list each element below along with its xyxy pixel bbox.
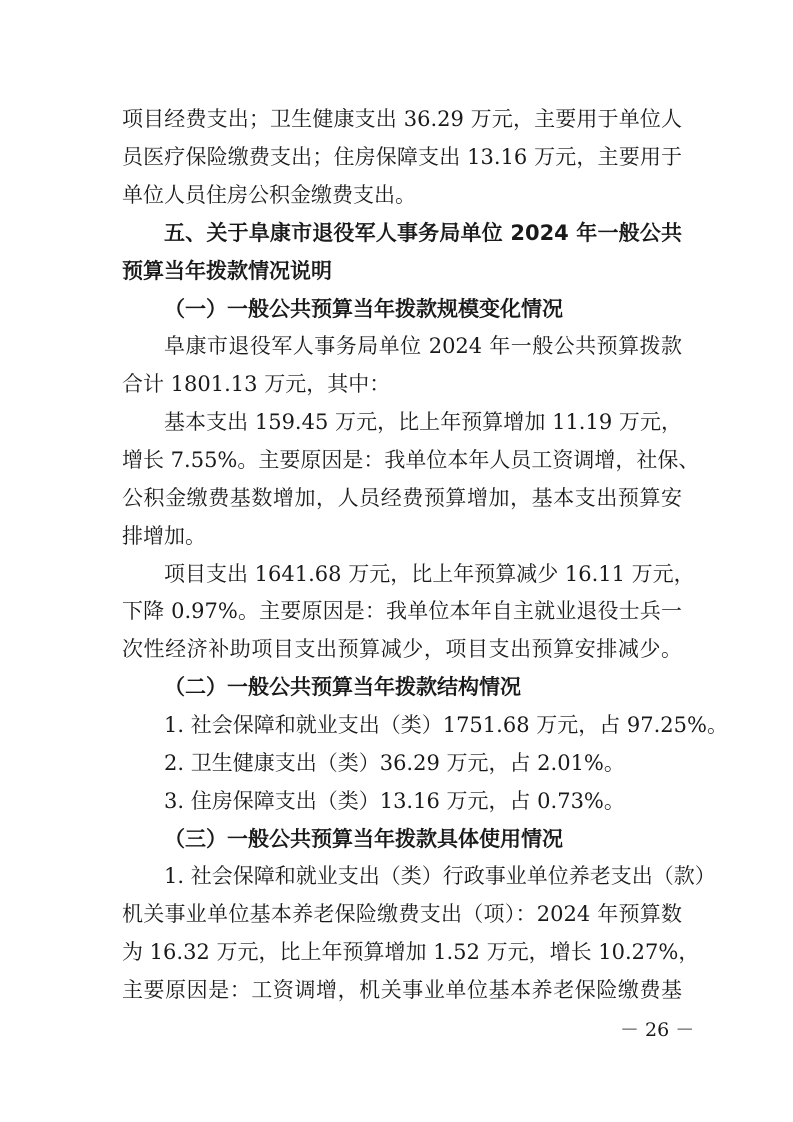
body-text-line: 项目支出 1641.68 万元，比上年预算减少 16.11 万元， [164, 562, 695, 586]
body-text-line: 机关事业单位基本养老保险缴费支出（项）：2024 年预算数 [122, 902, 682, 926]
list-item: 3. 住房保障支出（类）13.16 万元，占 0.73%。 [164, 789, 625, 813]
body-text-line: 合计 1801.13 万元，其中： [122, 372, 391, 396]
body-text-line: 增长 7.55%。主要原因是：我单位本年人员工资调增，社保、 [122, 448, 700, 472]
subsection-heading: （三）一般公共预算当年拨款具体使用情况 [164, 827, 563, 851]
body-text-line: 项目经费支出；卫生健康支出 36.29 万元，主要用于单位人 [122, 107, 682, 131]
body-text-line: 主要原因是：工资调增，机关事业单位基本养老保险缴费基 [122, 978, 682, 1002]
body-text-line: 单位人员住房公积金缴费支出。 [122, 183, 416, 207]
body-text-line: 下降 0.97%。主要原因是：我单位本年自主就业退役士兵一 [122, 599, 682, 623]
body-text-line: 为 16.32 万元，比上年预算增加 1.52 万元，增长 10.27%， [122, 940, 700, 964]
section-heading: 预算当年拨款情况说明 [122, 259, 332, 283]
body-text-line: 员医疗保险缴费支出；住房保障支出 13.16 万元，主要用于 [122, 145, 682, 169]
subsection-heading: （一）一般公共预算当年拨款规模变化情况 [164, 297, 563, 321]
list-item: 1. 社会保障和就业支出（类）1751.68 万元，占 97.25%。 [164, 713, 728, 737]
section-heading: 五、关于阜康市退役军人事务局单位 2024 年一般公共 [164, 221, 682, 245]
body-text-line: 阜康市退役军人事务局单位 2024 年一般公共预算拨款 [164, 334, 682, 358]
body-text-line: 1. 社会保障和就业支出（类）行政事业单位养老支出（款） [164, 864, 716, 888]
body-text-line: 基本支出 159.45 万元，比上年预算增加 11.19 万元， [164, 410, 682, 434]
body-text-line: 公积金缴费基数增加，人员经费预算增加，基本支出预算安 [122, 486, 682, 510]
list-item: 2. 卫生健康支出（类）36.29 万元，占 2.01%。 [164, 751, 625, 775]
body-text-line: 次性经济补助项目支出预算减少，项目支出预算安排减少。 [122, 637, 682, 661]
page-number: － 26 － [620, 1019, 695, 1041]
subsection-heading: （二）一般公共预算当年拨款结构情况 [164, 675, 521, 699]
body-text-line: 排增加。 [122, 524, 206, 548]
